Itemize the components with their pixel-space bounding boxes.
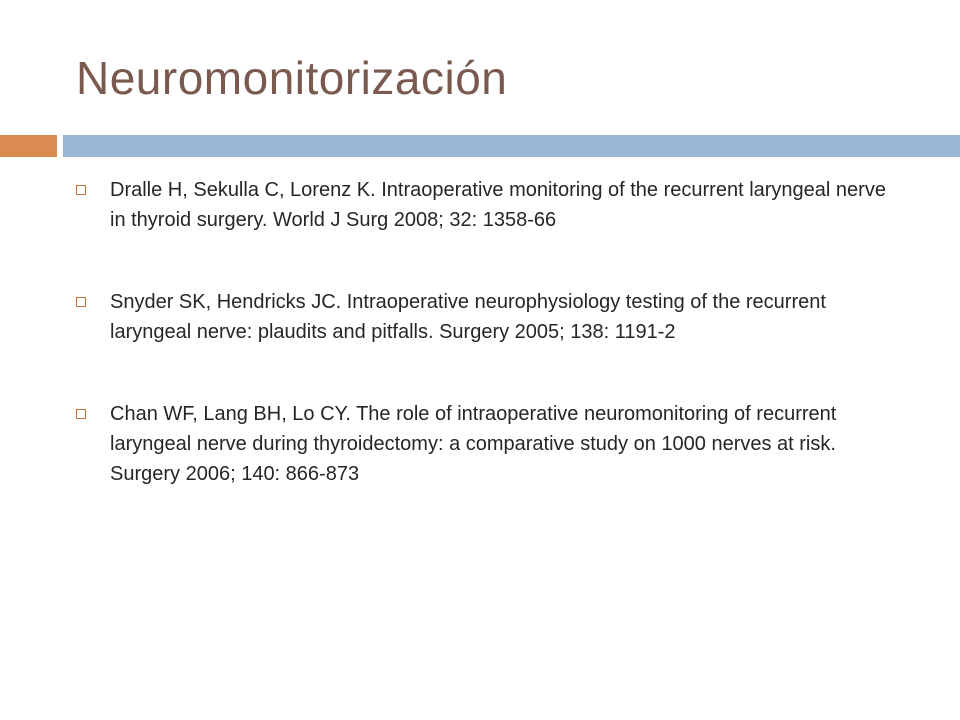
hollow-square-bullet-icon xyxy=(76,409,86,419)
hollow-square-bullet-icon xyxy=(76,185,86,195)
hollow-square-bullet-icon xyxy=(76,297,86,307)
reference-text: Dralle H, Sekulla C, Lorenz K. Intraoperative monitoring of the recurrent laryngeal nerve in thyroid surgery. World J Surg 2008; 32: 1358-66 xyxy=(110,179,886,231)
reference-item xyxy=(76,175,906,235)
slide-title: Neuromonitorización xyxy=(76,52,508,104)
title-accent-bar xyxy=(0,135,57,157)
reference-list xyxy=(76,175,906,489)
reference-text: Chan WF, Lang BH, Lo CY. The role of intraoperative neuromonitoring of recurrent laryngeal nerve during thyroidectomy: a comparative study on 1000 nerves at risk. Surgery 2006; 140: 866-873 xyxy=(110,403,837,485)
title-divider-bar xyxy=(63,135,960,157)
reference-item xyxy=(76,399,906,489)
reference-item xyxy=(76,287,906,347)
reference-text: Snyder SK, Hendricks JC. Intraoperative neurophysiology testing of the recurrent laryngeal nerve: plaudits and pitfalls. Surgery 2005; 138: 1191-2 xyxy=(110,291,826,343)
